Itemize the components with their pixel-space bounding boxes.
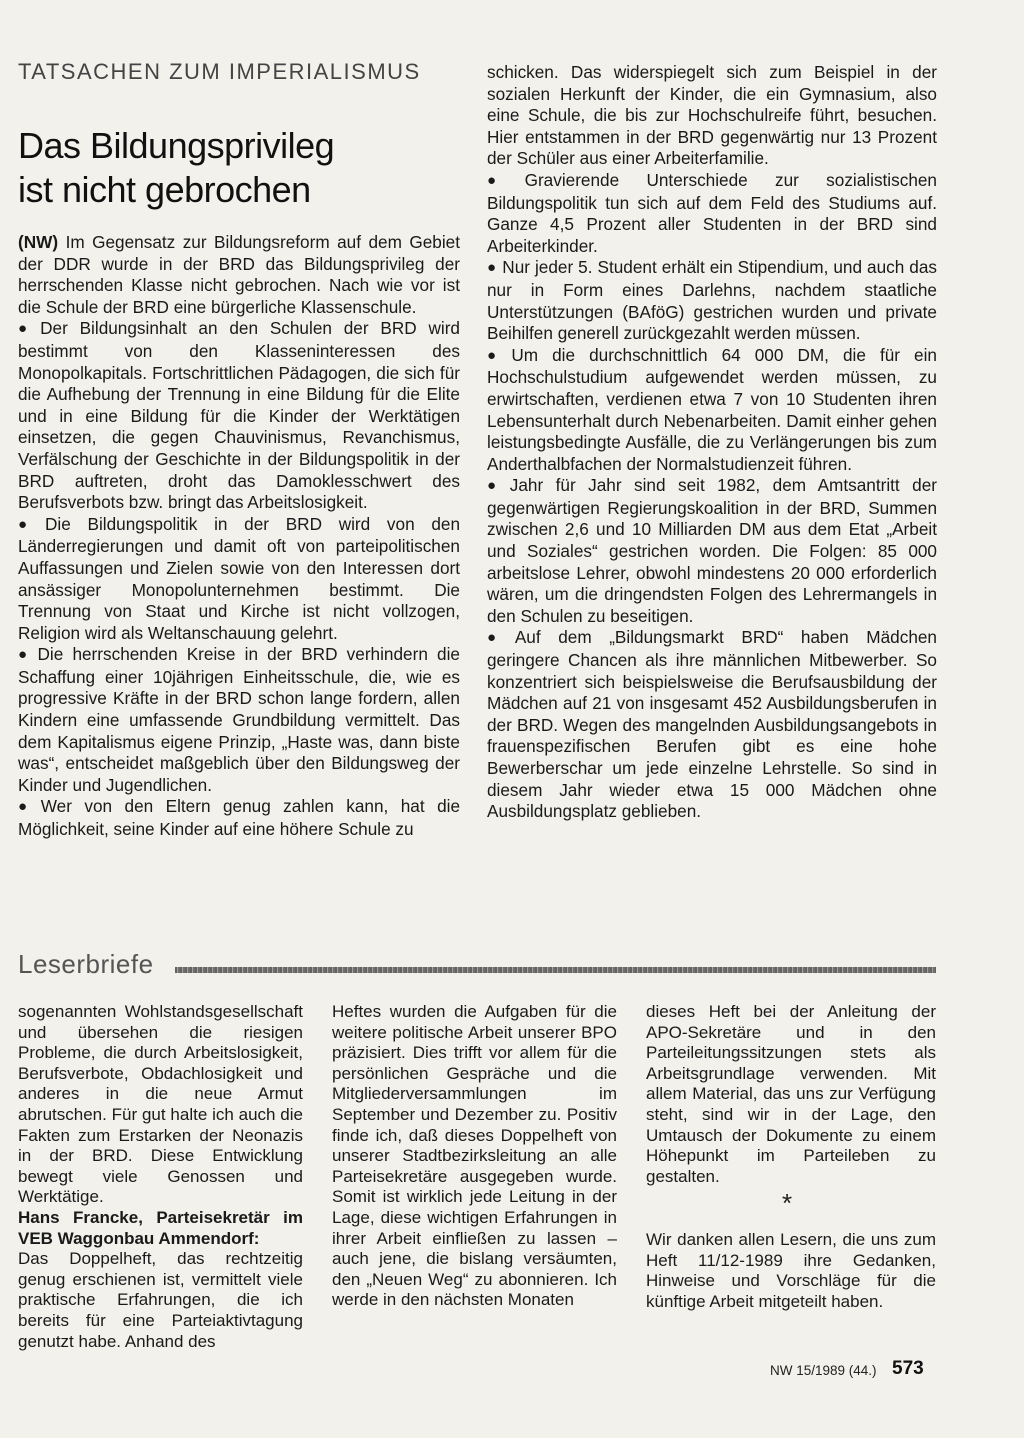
article-column-right bbox=[487, 62, 937, 823]
closing-note: Wir danken allen Lesern, die uns zum Heft 11/12-1989 ihre Gedanken, Hinweise und Vorschläge für die künftige Arbeit mitgeteilt haben. bbox=[646, 1230, 936, 1311]
intro-text: Im Gegensatz zur Bildungsreform auf dem Gebiet der DDR wurde in der BRD das Bildungsprivileg der herrschenden Klasse nicht gebrochen. Nach wie vor ist die Schule der BRD eine bürgerliche Klassenschule. bbox=[18, 232, 460, 317]
letters-column-3 bbox=[646, 1002, 936, 1187]
section-header bbox=[18, 948, 936, 982]
bullet-icon: ● bbox=[487, 259, 497, 277]
letter-text: Heftes wurden die Aufgaben für die weitere politische Arbeit unserer BPO präzisiert. Dies trifft vor allem für die persönlichen Gespräche und die Mitgliederversammlungen im September und Dezember zu. Positiv finde ich, daß dieses Doppelheft von unserer Stadtbezirksleitung an alle Parteisekretäre ausgegeben wurde. Somit ist wirklich jede Leitung in der Lage, diese wichtigen Erfahrungen in ihrer Arbeit einfließen zu lassen – auch jene, die bislang versäumten, den „Neuen Weg“ zu abonnieren. Ich werde in den nächsten Monaten bbox=[332, 1002, 617, 1310]
bullet-icon: ● bbox=[18, 320, 35, 338]
bullet-paragraph: ● Nur jeder 5. Student erhält ein Stipendium, und auch das nur in Form eines Darlehns, nachdem staatliche Unterstützungen (BAföG) gestrichen wurden und private Beihilfen generell zurückgezahlt werden müssen. bbox=[487, 257, 938, 344]
bullet-icon: ● bbox=[487, 477, 504, 495]
letters-column-1 bbox=[18, 1002, 303, 1352]
letters-column-2 bbox=[332, 1002, 617, 1311]
article-column-left bbox=[18, 232, 460, 841]
bullet-paragraph: ● Wer von den Eltern genug zahlen kann, hat die Möglichkeit, seine Kinder auf eine höhere Schule zu bbox=[18, 796, 461, 840]
intro-paragraph bbox=[18, 232, 460, 318]
bullet-paragraph: ● Jahr für Jahr sind seit 1982, dem Amtsantritt der gegenwärtigen Regierungskoalition in der BRD, Summen zwischen 2,6 und 10 Milliarden DM aus dem Etat „Arbeit und Soziales“ gestrichen worden. Die Folgen: 85 000 arbeitslose Lehrer, obwohl mindestens 20 000 erforderlich wären, um die dringendsten Folgen des Lehrermangels in den Schulen zu beseitigen. bbox=[487, 475, 937, 626]
asterisk-separator: * bbox=[782, 1188, 793, 1218]
bullet-paragraph: ● Der Bildungsinhalt an den Schulen der BRD wird bestimmt von den Klasseninteressen des Monopolkapitals. Fortschrittlichen Pädagogen, die sich für die Aufhebung der Trennung in eine Bildung für die Elite und in eine Bildung für die Kinder der Werktätigen einsetzen, die gegen Chauvinismus, Revanchismus, Verfälschung der Geschichte in der Bildungspolitik in der BRD auftreten, droht das Damoklesschwert des Berufsverbots bzw. bringt das Arbeitslosigkeit. bbox=[18, 318, 460, 513]
section-title: Leserbriefe bbox=[18, 949, 154, 979]
issue-label: NW 15/1989 (44.) bbox=[770, 1363, 877, 1378]
headline-line-1: Das Bildungsprivileg bbox=[18, 125, 335, 166]
bullet-paragraph: ● Auf dem „Bildungsmarkt BRD“ haben Mädchen geringere Chancen als ihre männlichen Mitbewerber. So konzentriert sich beispielsweise die Berufsausbildung der Mädchen auf 21 von insgesamt 452 Ausbildungsberufen in der BRD. Wegen des mangelnden Ausbildungsangebots in frauenspezifischen Berufen gibt es eine hohe Bewerberschar um jede einzelne Lehrstelle. So sind in diesem Jahr wieder etwa 15 000 Mädchen ohne Ausbildungsplatz geblieben. bbox=[487, 627, 937, 822]
letter-signature: Hans Francke, Parteisekretär im VEB Waggonbau Ammendorf: bbox=[18, 1207, 303, 1248]
page-number: 573 bbox=[892, 1358, 924, 1379]
bullet-icon: ● bbox=[18, 798, 35, 816]
letter-text: dieses Heft bei der Anleitung der APO-Sekretäre und in den Parteileitungssitzungen stets als Arbeitsgrundlage verwenden. Mit allem Material, das uns zur Verfügung steht, sind wir in der Lage, den Umtausch der Dokumente zu einem Höhepunkt im Parteileben zu gestalten. bbox=[646, 1002, 936, 1186]
bullet-paragraph: ● Die Bildungspolitik in der BRD wird von den Länderregierungen und damit oft von parteipolitischen Auffassungen und Zielen sowie von den Interessen dort ansässiger Monopolunternehmen bestimmt. Die Trennung von Staat und Kirche ist nicht vollzogen, Religion wird als Weltanschauung gelehrt. bbox=[18, 513, 461, 643]
bullet-paragraph: ● Um die durchschnittlich 64 000 DM, die für ein Hochschulstudium aufgewendet werden müssen, zu erwirtschaften, verdienen etwa 7 von 10 Studenten ihren Lebensunterhalt durch Nebenarbeiten. Damit einher gehen leistungsbedingte Ausfälle, die zu Verlängerungen bis zum Anderthalbfachen der Normalstudienzeit führen. bbox=[487, 344, 937, 474]
headline-line-2: ist nicht gebrochen bbox=[18, 169, 311, 210]
article-kicker: TATSACHEN ZUM IMPERIALISMUS bbox=[18, 59, 421, 84]
continuation-paragraph: schicken. Das widerspiegelt sich zum Beispiel in der sozialen Herkunft der Kinder, die ein Gymnasium, also eine Schule, die bis zur Hochschulreife führt, besuchen. Hier entstammen in der BRD gegenwärtig nur 13 Prozent der Schüler aus einer Arbeiterfamilie. bbox=[487, 62, 937, 169]
bullet-icon: ● bbox=[18, 515, 39, 533]
bullet-paragraph: ● Gravierende Unterschiede zur sozialistischen Bildungspolitik tun sich auf dem Feld des Studiums auf. Ganze 4,5 Prozent aller Studenten in der BRD sind Arbeiterkinder. bbox=[487, 169, 937, 256]
bullet-icon: ● bbox=[487, 346, 506, 364]
bullet-icon: ● bbox=[18, 646, 32, 664]
bullet-icon: ● bbox=[487, 629, 509, 647]
letter-text: Das Doppelheft, das rechtzeitig genug erschienen ist, vermittelt viele praktische Erfahrungen, die ich bereits für eine Parteiaktivtagung genutzt habe. Anhand des bbox=[18, 1249, 303, 1351]
article-headline bbox=[18, 124, 458, 212]
bullet-paragraph: ● Die herrschenden Kreise in der BRD verhindern die Schaffung einer 10jährigen Einheitsschule, die, wie es progressive Kräfte in der BRD schon lange fordern, allen Kindern eine umfassende Grundbildung vermittelt. Das dem Kapitalismus eigene Prinzip, „Haste was, dann biste was“, entscheidet maßgeblich über den Bildungsweg der Kinder und Jugendlichen. bbox=[18, 644, 460, 795]
section-divider bbox=[175, 967, 936, 973]
bullet-icon: ● bbox=[487, 171, 519, 189]
letter-text: sogenannten Wohlstandsgesellschaft und übersehen die riesigen Probleme, die durch Arbeitslosigkeit, Berufsverbote, Obdachlosigkeit und anderes in die neue Armut abrutschen. Für gut halte ich auch die Fakten zum Erstarken der Neonazis in der BRD. Diese Entwicklung bewegt viele Genossen und Werktätige. bbox=[18, 1002, 303, 1207]
byline: (NW) bbox=[18, 232, 59, 252]
